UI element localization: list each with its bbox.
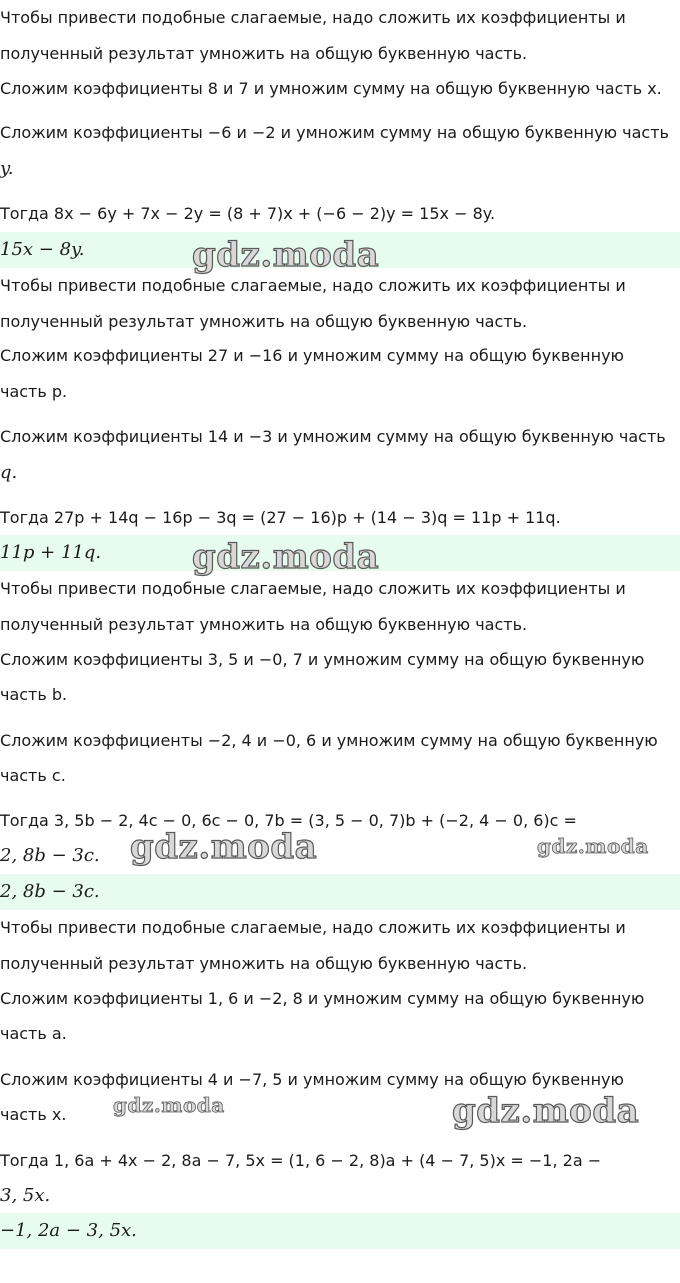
text-line: Тогда 1, 6a + 4x − 2, 8a − 7, 5x = (1, 6 − 2, 8)a + (4 − 7, 5)x = −1, 2a − — [0, 1151, 602, 1170]
text-line: полученный результат умножить на общую буквенную часть. — [0, 44, 528, 63]
text-line: Сложим коэффициенты 1, 6 и −2, 8 и умножим сумму на общую буквенную — [0, 989, 645, 1008]
watermark-logo: gdz.moda — [192, 537, 380, 577]
text-line: Сложим коэффициенты −2, 4 и −0, 6 и умножим сумму на общую буквенную — [0, 731, 658, 750]
text-line: y. — [0, 158, 14, 179]
answer-text: 2, 8b − 3c. — [0, 881, 100, 902]
text-line: q. — [0, 462, 18, 483]
text-line: Чтобы привести подобные слагаемые, надо сложить их коэффициенты и — [0, 8, 626, 27]
answer-text: 11p + 11q. — [0, 542, 102, 563]
answer-text: 15x − 8y. — [0, 239, 85, 260]
text-line: Сложим коэффициенты −6 и −2 и умножим сумму на общую буквенную часть — [0, 123, 669, 142]
text-line: Чтобы привести подобные слагаемые, надо сложить их коэффициенты и — [0, 276, 626, 295]
text-line: Чтобы привести подобные слагаемые, надо сложить их коэффициенты и — [0, 579, 626, 598]
text-line: 3, 5x. — [0, 1185, 51, 1206]
text-line: Сложим коэффициенты 14 и −3 и умножим сумму на общую буквенную часть — [0, 427, 666, 446]
watermark-logo: gdz.moda — [192, 235, 380, 275]
text-line: Сложим коэффициенты 4 и −7, 5 и умножим сумму на общую буквенную — [0, 1070, 624, 1089]
text-line: Сложим коэффициенты 27 и −16 и умножим сумму на общую буквенную — [0, 346, 624, 365]
text-line: полученный результат умножить на общую буквенную часть. — [0, 615, 528, 634]
watermark-logo: gdz.moda — [130, 827, 318, 867]
watermark-logo: gdz.moda — [537, 834, 649, 858]
text-line: Тогда 3, 5b − 2, 4c − 0, 6c − 0, 7b = (3, 5 − 0, 7)b + (−2, 4 − 0, 6)c = — [0, 811, 577, 830]
text-line: Тогда 27p + 14q − 16p − 3q = (27 − 16)p + (14 − 3)q = 11p + 11q. — [0, 508, 561, 527]
text-line: Сложим коэффициенты 3, 5 и −0, 7 и умножим сумму на общую буквенную — [0, 650, 645, 669]
text-line: Тогда 8x − 6y + 7x − 2y = (8 + 7)x + (−6 − 2)y = 15x − 8y. — [0, 204, 496, 223]
watermark-logo: gdz.moda — [452, 1091, 640, 1131]
text-line: Сложим коэффициенты 8 и 7 и умножим сумму на общую буквенную часть x. — [0, 79, 662, 98]
text-line: часть p. — [0, 382, 68, 401]
text-line: полученный результат умножить на общую буквенную часть. — [0, 312, 528, 331]
watermark-logo: gdz.moda — [113, 1093, 225, 1117]
text-line: полученный результат умножить на общую буквенную часть. — [0, 954, 528, 973]
text-line: часть x. — [0, 1105, 67, 1124]
text-line: часть a. — [0, 1024, 67, 1043]
answer-text: −1, 2a − 3, 5x. — [0, 1220, 137, 1241]
answer-band — [0, 874, 680, 910]
text-line: 2, 8b − 3c. — [0, 845, 100, 866]
text-line: Чтобы привести подобные слагаемые, надо сложить их коэффициенты и — [0, 918, 626, 937]
text-line: часть b. — [0, 685, 68, 704]
text-line: часть c. — [0, 766, 66, 785]
